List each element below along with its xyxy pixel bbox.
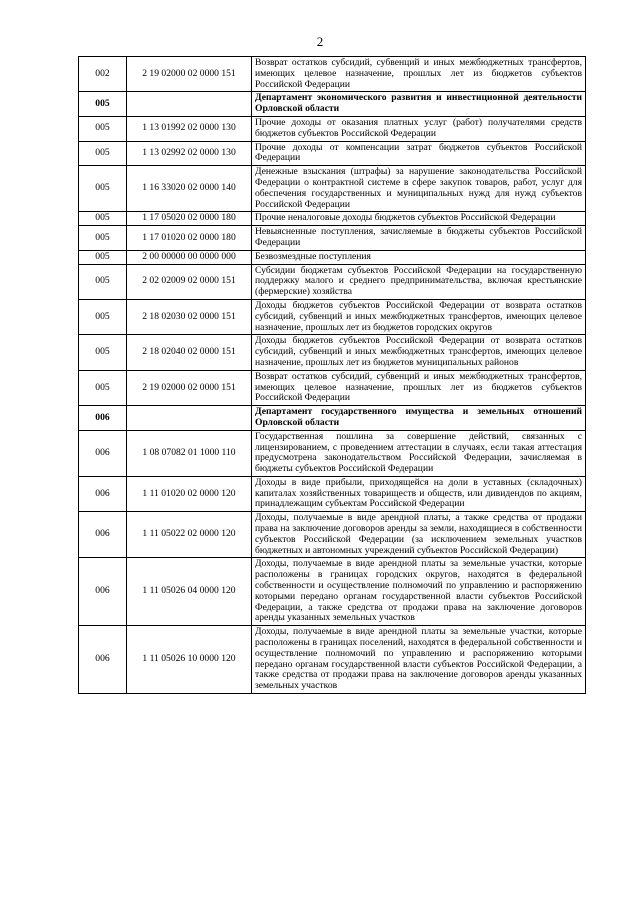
page-number: 2 [316,34,324,49]
kbk-code-cell [127,406,252,431]
kbk-code-cell: 2 18 02030 02 0000 151 [127,299,252,334]
kbk-code-cell: 2 19 02000 02 0000 151 [127,57,252,92]
description-cell: Доходы, получаемые в виде арендной платы за земельные участки, которые расположены в границах городских округов, находятся в федеральной собственности и осуществление полномочий по управлению и распоряжению которыми передано органам государственной власти субъектов Российской Федерации, а также средства от продажи права на заключение договоров аренды указанных земельных участков [252,558,586,626]
description-cell: Денежные взыскания (штрафы) за нарушение законодательства Российской Федерации о контрактной системе в сфере закупок товаров, работ, услуг для обеспечения государственных и муниципальных нужд для нужд субъектов Российской Федерации [252,166,586,212]
description-cell: Доходы, получаемые в виде арендной платы за земельные участки, которые расположены в границах поселений, находятся в федеральной собственности и осуществление полномочий по управлению и распоряжению которыми передано органам государственной власти субъектов Российской Федерации, а также средства от продажи права на заключение договоров аренды указанных земельных участков [252,626,586,694]
description-cell: Возврат остатков субсидий, субвенций и иных межбюджетных трансфертов, имеющих целевое назначение, прошлых лет из бюджетов субъектов Российской Федерации [252,57,586,92]
table-row [79,299,586,334]
kbk-code-cell: 2 00 00000 00 0000 000 [127,250,252,264]
table-row [79,212,586,226]
table-row [79,116,586,141]
table-row [79,166,586,212]
description-cell: Департамент государственного имущества и земельных отношений Орловской области [252,406,586,431]
kbk-code-cell: 1 11 05026 10 0000 120 [127,626,252,694]
admin-code-cell: 005 [79,141,127,166]
admin-code-cell: 006 [79,512,127,558]
description-cell: Субсидии бюджетам субъектов Российской Федерации на государственную поддержку малого и среднего предпринимательства, включая крестьянские (фермерские) хозяйства [252,264,586,299]
table-row [79,558,586,626]
admin-code-cell: 006 [79,558,127,626]
kbk-code-cell: 1 13 02992 02 0000 130 [127,141,252,166]
kbk-code-cell: 1 17 05020 02 0000 180 [127,212,252,226]
kbk-code-cell: 1 17 01020 02 0000 180 [127,226,252,251]
department-row [79,92,586,117]
kbk-code-cell: 1 11 05022 02 0000 120 [127,512,252,558]
kbk-code-cell: 2 02 02009 02 0000 151 [127,264,252,299]
department-row [79,406,586,431]
kbk-code-cell: 1 13 01992 02 0000 130 [127,116,252,141]
admin-code-cell: 005 [79,299,127,334]
table-row [79,512,586,558]
kbk-code-cell: 2 18 02040 02 0000 151 [127,335,252,370]
kbk-code-cell: 1 11 05026 04 0000 120 [127,558,252,626]
kbk-code-cell: 1 08 07082 01 1000 110 [127,430,252,476]
kbk-code-cell: 1 16 33020 02 0000 140 [127,166,252,212]
admin-code-cell: 006 [79,626,127,694]
table-row [79,141,586,166]
table-row [79,370,586,405]
description-cell: Доходы бюджетов субъектов Российской Федерации от возврата остатков субсидий, субвенций и иных межбюджетных трансфертов, имеющих целевое назначение, прошлых лет из бюджетов городских округов [252,299,586,334]
description-cell: Прочие доходы от оказания платных услуг (работ) получателями средств бюджетов субъектов Российской Федерации [252,116,586,141]
table-row [79,250,586,264]
admin-code-cell: 006 [79,476,127,511]
admin-code-cell: 005 [79,116,127,141]
description-cell: Департамент экономического развития и инвестиционной деятельности Орловской области [252,92,586,117]
table-row [79,57,586,92]
admin-code-cell: 005 [79,250,127,264]
description-cell: Государственная пошлина за совершение действий, связанных с лицензированием, с проведением аттестации в случаях, если такая аттестация предусмотрена законодательством Российской Федерации, зачисляемая в бюджеты субъектов Российской Федерации [252,430,586,476]
table-body [79,57,586,694]
table-row [79,226,586,251]
description-cell: Прочие доходы от компенсации затрат бюджетов субъектов Российской Федерации [252,141,586,166]
admin-code-cell: 006 [79,430,127,476]
admin-code-cell: 005 [79,264,127,299]
admin-code-cell: 005 [79,166,127,212]
kbk-code-cell: 2 19 02000 02 0000 151 [127,370,252,405]
admin-code-cell: 005 [79,212,127,226]
description-cell: Доходы бюджетов субъектов Российской Федерации от возврата остатков субсидий, субвенций и иных межбюджетных трансфертов, имеющих целевое назначение, прошлых лет из бюджетов муниципальных районов [252,335,586,370]
description-cell: Доходы, получаемые в виде арендной платы, а также средства от продажи права на заключение договоров аренды за земли, находящиеся в собственности субъектов Российской Федерации (за исключением земельных участков бюджетных и автономных учреждений субъектов Российской Федерации) [252,512,586,558]
table-row [79,430,586,476]
admin-code-cell: 005 [79,92,127,117]
kbk-code-cell: 1 11 01020 02 0000 120 [127,476,252,511]
table-row [79,335,586,370]
kbk-code-cell [127,92,252,117]
description-cell: Невыясненные поступления, зачисляемые в бюджеты субъектов Российской Федерации [252,226,586,251]
description-cell: Доходы в виде прибыли, приходящейся на доли в уставных (складочных) капиталах хозяйственных товариществ и обществ, или дивидендов по акциям, принадлежащим субъектам Российской Федерации [252,476,586,511]
table-row [79,264,586,299]
table-row [79,476,586,511]
table-row [79,626,586,694]
revenue-codes-table [78,56,586,694]
admin-code-cell: 006 [79,406,127,431]
admin-code-cell: 005 [79,335,127,370]
admin-code-cell: 005 [79,370,127,405]
admin-code-cell: 002 [79,57,127,92]
description-cell: Безвозмездные поступления [252,250,586,264]
description-cell: Возврат остатков субсидий, субвенций и иных межбюджетных трансфертов, имеющих целевое назначение, прошлых лет из бюджетов субъектов Российской Федерации [252,370,586,405]
description-cell: Прочие неналоговые доходы бюджетов субъектов Российской Федерации [252,212,586,226]
admin-code-cell: 005 [79,226,127,251]
